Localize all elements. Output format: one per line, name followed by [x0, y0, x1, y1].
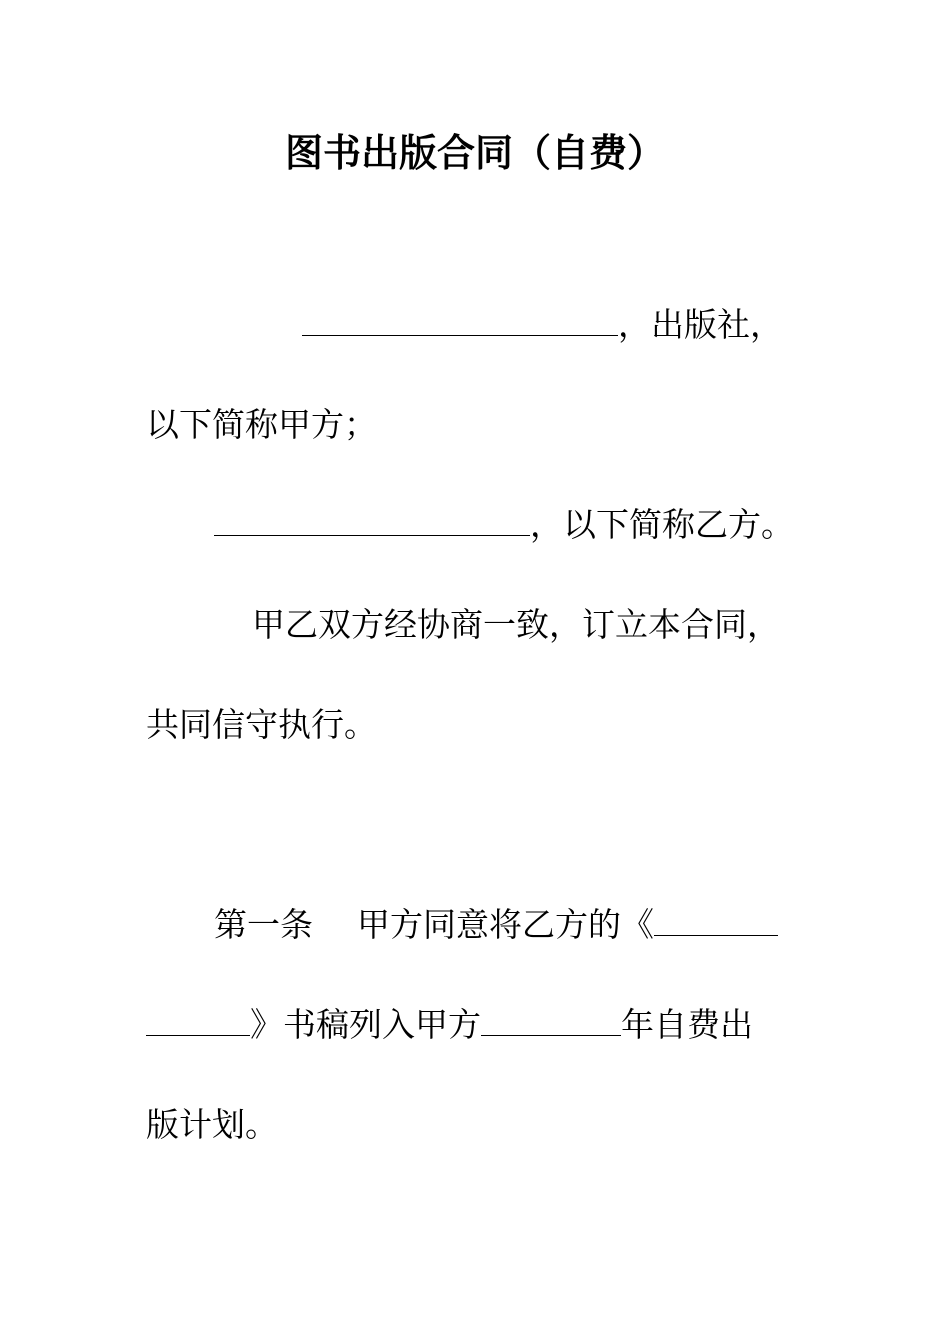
- article-1-text-part1: 甲方同意将乙方的《: [357, 905, 654, 944]
- article-1-line3: 版计划。: [146, 1105, 278, 1144]
- intro-line1: 甲乙双方经协商一致，订立本合同，: [252, 605, 780, 644]
- party-b-line: [214, 505, 794, 545]
- article-1-line2: [146, 1005, 753, 1045]
- party-a-line2: 以下简称甲方；: [146, 405, 377, 444]
- publish-year-blank[interactable]: [481, 1005, 621, 1036]
- article-1-label: 第一条: [214, 905, 313, 944]
- party-b-suffix: ，以下简称乙方。: [530, 505, 794, 544]
- article-1-line1: [214, 905, 778, 945]
- book-title-blank[interactable]: [654, 905, 778, 936]
- party-b-name-blank[interactable]: [214, 505, 530, 536]
- party-a-line: [302, 305, 783, 345]
- article-1-text-part2: 》书稿列入甲方: [250, 1005, 481, 1044]
- book-title-blank-cont[interactable]: [146, 1005, 250, 1036]
- document-title: 图书出版合同（自费）: [284, 131, 665, 175]
- party-a-name-blank[interactable]: [302, 305, 618, 336]
- party-a-suffix: ，出版社，: [618, 305, 783, 344]
- intro-line2: 共同信守执行。: [146, 705, 377, 744]
- article-1-text-part3: 年自费出: [621, 1005, 753, 1044]
